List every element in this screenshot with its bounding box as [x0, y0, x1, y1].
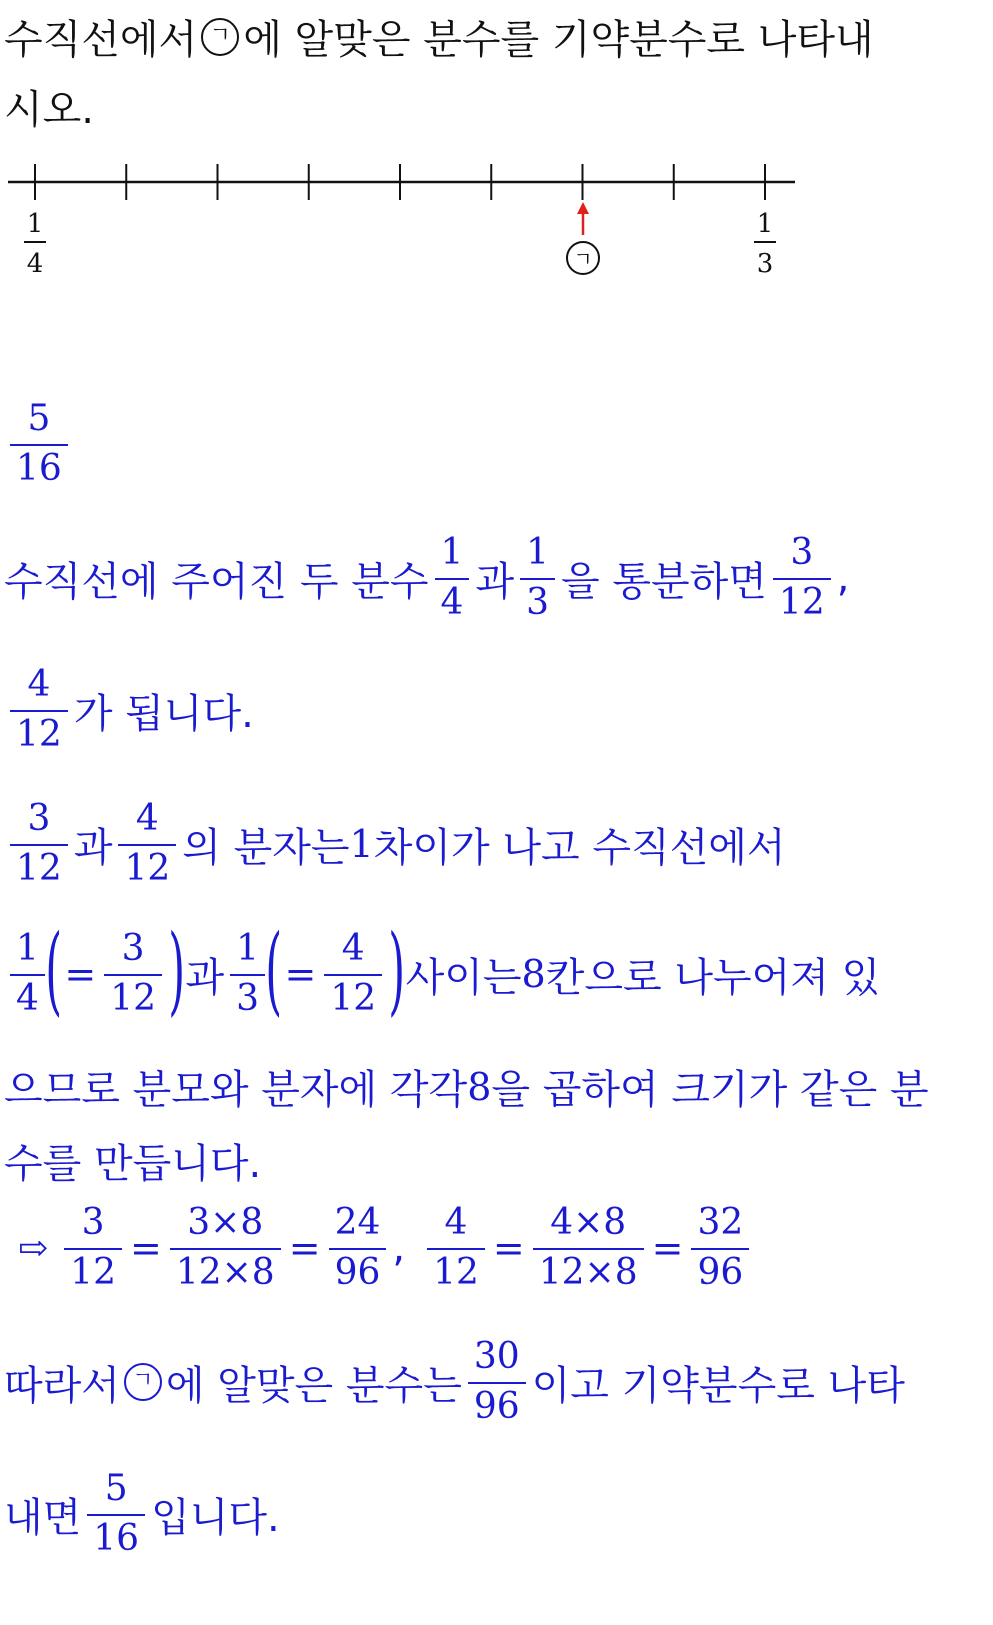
fraction-bar [520, 578, 555, 580]
equals-sign: = [651, 1226, 684, 1271]
answer-fraction [10, 398, 68, 491]
fraction-bar [118, 844, 176, 846]
fraction-part: 12×8 [538, 1252, 638, 1294]
fraction-part: 3 [81, 1202, 105, 1243]
calc-fraction-e [533, 1202, 644, 1295]
fraction-part: 1 [236, 927, 260, 969]
fraction-part: 4 [16, 978, 39, 1019]
open-paren: ( [45, 914, 63, 1026]
fraction-part: 12 [124, 848, 171, 890]
solution-line-6 [4, 1132, 261, 1189]
fraction-bar [10, 844, 68, 846]
fraction-bar [533, 1248, 644, 1250]
solution-text: 과 [475, 558, 515, 605]
fraction-part: 3×8 [187, 1202, 264, 1243]
left-label [24, 209, 46, 279]
marker-label-text: ㄱ [573, 247, 593, 271]
left-label-num: 1 [26, 209, 44, 239]
fraction-bar [104, 974, 162, 976]
question-line-2 [4, 78, 94, 135]
fraction-part: 5 [104, 1468, 128, 1509]
fraction-part: 30 [473, 1336, 520, 1377]
solution-text: 사이는 [405, 954, 522, 1001]
fraction-part: 24 [334, 1202, 381, 1243]
fraction-part: 32 [697, 1202, 744, 1243]
answer-den: 16 [16, 448, 62, 490]
solution-text: 칸으로 나누어져 있 [545, 954, 881, 1001]
close-paren: ) [168, 914, 186, 1026]
fraction-bar [329, 1248, 387, 1250]
solution-line-7 [4, 1336, 905, 1429]
calc-fraction-b [170, 1202, 281, 1295]
solution-text: 입니다. [151, 1494, 280, 1541]
fraction-bar [435, 578, 470, 580]
fraction-part: 12 [70, 1252, 116, 1294]
marker-arrow [577, 202, 589, 235]
fraction-part: 96 [334, 1252, 381, 1294]
fraction-bar [64, 1248, 122, 1250]
right-label-den: 3 [756, 249, 774, 279]
solution-line-5 [4, 1058, 929, 1115]
solution-text: 으므로 분모와 분자에 각각 [4, 1067, 468, 1113]
right-label [754, 209, 776, 279]
fraction-bar [468, 1382, 526, 1384]
fraction-3-12 [773, 532, 831, 625]
answer-num: 5 [27, 398, 51, 439]
fraction-4-12 [118, 798, 176, 891]
fraction-bar [230, 974, 265, 976]
fraction-bar [773, 578, 831, 580]
fraction-bar [691, 1248, 749, 1250]
solution-text: 수직선에 주어진 두 분수 [4, 558, 429, 605]
solution-line-4 [4, 914, 881, 1026]
fraction-bar [87, 1514, 145, 1516]
fraction-part: 12 [778, 582, 825, 624]
fraction-bar [324, 974, 382, 976]
equals-sign: = [288, 1226, 321, 1271]
marker-label [567, 242, 599, 274]
solution-text: 이고 기약분수로 나타 [531, 1362, 905, 1409]
question-line-1 [4, 8, 874, 65]
fraction-5-16 [87, 1468, 145, 1561]
fraction-part: 3 [236, 978, 260, 1019]
fraction-part: 4 [444, 1202, 468, 1243]
fraction-part: 12 [433, 1252, 479, 1294]
fraction-part: 3 [121, 927, 145, 969]
fraction-bar [10, 710, 68, 712]
fraction-part: 4×8 [550, 1202, 627, 1243]
fraction-part: 1 [526, 532, 549, 573]
right-label-num: 1 [756, 209, 774, 239]
fraction-part: 12 [330, 978, 377, 1019]
calculation-line [4, 1202, 755, 1295]
fraction-1-3 [230, 928, 265, 1021]
answer [4, 398, 74, 491]
fraction-part: 12 [16, 714, 62, 756]
calc-fraction-d [427, 1202, 485, 1295]
fraction-bar [10, 974, 45, 976]
fraction-part: 1 [16, 927, 39, 969]
fraction-part: 12 [110, 978, 157, 1019]
fraction-part: 3 [790, 532, 814, 573]
fraction-3-12 [10, 798, 68, 891]
number-eight: 8 [521, 952, 546, 996]
calc-fraction-a [64, 1202, 122, 1295]
fraction-1-4 [10, 928, 45, 1021]
solution-text: 을 통분하면 [561, 558, 767, 605]
solution-text: 을 곱하여 크기가 같은 분 [491, 1067, 929, 1113]
comma: , [836, 555, 850, 602]
fraction-4-12 [10, 664, 68, 757]
open-paren: ( [265, 914, 283, 1026]
fraction-part: 3 [27, 798, 51, 839]
circled-giyeok-icon: ㄱ [201, 18, 239, 56]
solution-line-8 [4, 1468, 280, 1561]
fraction-part: 4 [341, 927, 365, 969]
fraction-bar [427, 1248, 485, 1250]
fraction-bar [170, 1248, 281, 1250]
question-text-end: 시오. [4, 87, 94, 133]
fraction-part: 4 [440, 582, 464, 624]
fraction-part: 3 [526, 582, 549, 624]
fraction-30-96 [468, 1336, 526, 1429]
fraction-part: 4 [135, 798, 159, 839]
fraction-4-12 [324, 928, 382, 1021]
solution-text: 차이가 나고 수직선에서 [373, 824, 786, 871]
solution-text: 과 [73, 824, 113, 871]
circled-giyeok-icon: ㄱ [124, 1363, 162, 1401]
fraction-bar [10, 444, 68, 446]
equals-sign: = [492, 1226, 525, 1271]
solution-text: 의 분자는 [182, 824, 350, 871]
equals-sign: = [284, 952, 317, 996]
equals-sign: = [64, 952, 97, 996]
double-arrow-icon: ⇨ [18, 1227, 49, 1269]
calc-fraction-f [691, 1202, 749, 1295]
fraction-part: 1 [440, 532, 464, 573]
fraction-part: 12 [16, 848, 62, 890]
fraction-part: 96 [473, 1386, 520, 1428]
solution-text: 수를 만듭니다. [4, 1141, 262, 1187]
solution-line-2 [4, 664, 254, 757]
number-line [0, 150, 820, 290]
fraction-1-3 [520, 532, 555, 625]
number-one: 1 [349, 822, 374, 867]
fraction-part: 4 [27, 664, 51, 705]
equals-sign: = [129, 1226, 162, 1271]
solution-text: 에 알맞은 분수는 [165, 1362, 462, 1409]
comma: , [392, 1225, 406, 1272]
close-paren: ) [388, 914, 406, 1026]
left-label-den: 4 [26, 249, 44, 279]
fraction-1-4 [435, 532, 470, 625]
fraction-3-12 [104, 928, 162, 1021]
question-text-cont: 에 알맞은 분수를 기약분수로 나타내 [243, 17, 874, 63]
fraction-part: 12×8 [175, 1252, 275, 1294]
solution-text: 내면 [4, 1494, 82, 1541]
solution-line-3 [4, 798, 786, 891]
solution-line-1 [4, 532, 849, 625]
solution-text: 따라서 [4, 1362, 120, 1409]
calc-fraction-c [329, 1202, 387, 1295]
solution-text: 가 됩니다. [73, 690, 254, 737]
question-text: 수직선에서 [4, 17, 198, 63]
fraction-part: 16 [93, 1518, 140, 1560]
fraction-part: 96 [697, 1252, 744, 1294]
solution-text: 과 [185, 954, 225, 1001]
number-eight: 8 [467, 1064, 492, 1109]
